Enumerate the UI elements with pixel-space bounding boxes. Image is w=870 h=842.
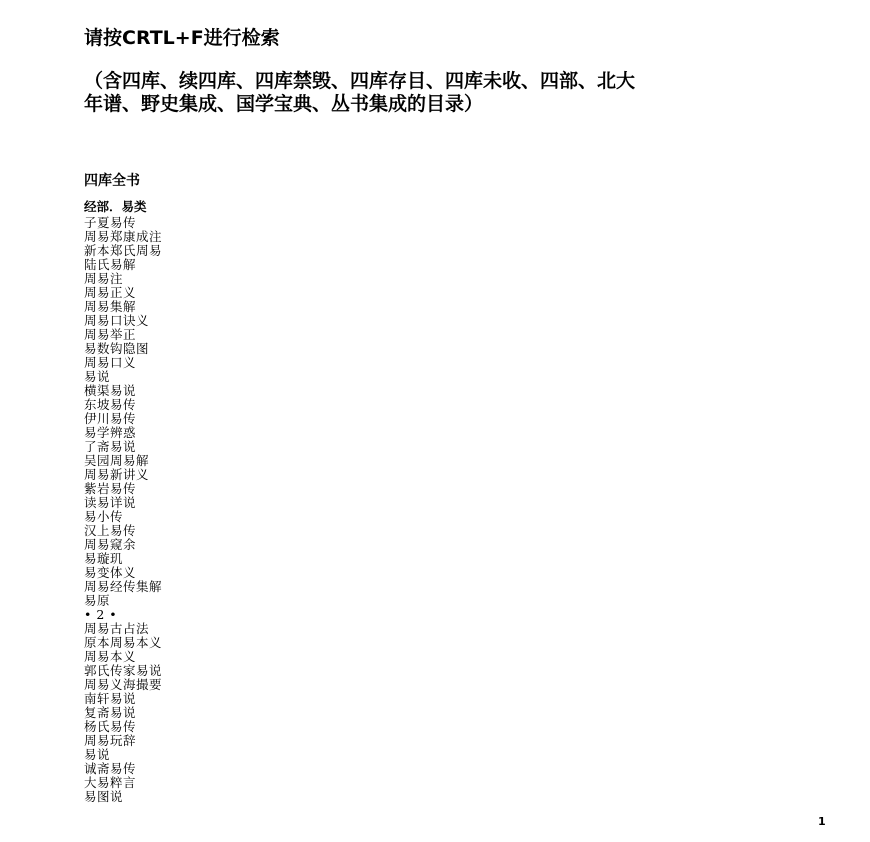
list-item: 周易口义 — [84, 355, 137, 370]
list-item: 子夏易传 — [84, 215, 137, 230]
list-item: 读易详说 — [84, 495, 137, 510]
list-item: 易学辨惑 — [84, 425, 137, 440]
list-item: 南轩易说 — [84, 691, 137, 706]
list-item: 伊川易传 — [84, 411, 137, 426]
list-item: 周易玩辞 — [84, 733, 137, 748]
list-item: 周易本义 — [84, 649, 137, 664]
list-item: 吴园周易解 — [84, 453, 150, 468]
list-item: 周易集解 — [84, 299, 137, 314]
list-item: • 2 • — [84, 607, 118, 622]
list-item: 周易口诀义 — [84, 313, 150, 328]
list-item: 了斋易说 — [84, 439, 137, 454]
list-item: 周易举正 — [84, 327, 137, 342]
list-item: 易说 — [84, 369, 111, 384]
list-item: 原本周易本义 — [84, 635, 163, 650]
list-item: 易原 — [84, 593, 111, 608]
section-title: 四库全书 — [84, 173, 140, 189]
list-item: 周易经传集解 — [84, 579, 163, 594]
list-item: 大易粹言 — [84, 775, 137, 790]
list-item: 复斋易说 — [84, 705, 137, 720]
list-item: 汉上易传 — [84, 523, 137, 538]
list-item: 诚斋易传 — [84, 761, 137, 776]
list-item: 周易义海撮要 — [84, 677, 163, 692]
list-item: 东坡易传 — [84, 397, 137, 412]
list-item: 周易窥余 — [84, 537, 137, 552]
list-item: 易说 — [84, 747, 111, 762]
list-item: 易变体义 — [84, 565, 137, 580]
list-item: 易小传 — [84, 509, 124, 524]
list-item: 周易郑康成注 — [84, 229, 163, 244]
list-item: 周易古占法 — [84, 621, 150, 636]
list-item: 郭氏传家易说 — [84, 663, 163, 678]
list-item: 杨氏易传 — [84, 719, 137, 734]
scope-note-line-1: （含四库、续四库、四库禁毁、四库存目、四库未收、四部、北大 — [84, 70, 636, 92]
scope-note-line-2: 年谱、野史集成、国学宝典、丛书集成的目录） — [84, 93, 484, 115]
list-item: 易图说 — [84, 789, 124, 804]
list-item: 新本郑氏周易 — [84, 243, 163, 258]
list-item: 易数钩隐图 — [84, 341, 150, 356]
category-heading: 经部．易类 — [84, 199, 147, 214]
page-number: 1 — [818, 815, 826, 828]
list-item: 周易正义 — [84, 285, 137, 300]
list-item: 周易注 — [84, 271, 124, 286]
list-item: 陆氏易解 — [84, 257, 137, 272]
list-item: 周易新讲义 — [84, 467, 150, 482]
list-item: 横渠易说 — [84, 383, 137, 398]
page-title: 请按CRTL+F进行检索 — [84, 27, 280, 49]
list-item: 易璇玑 — [84, 551, 124, 566]
entry-list — [84, 216, 162, 804]
list-item: 紫岩易传 — [84, 481, 137, 496]
